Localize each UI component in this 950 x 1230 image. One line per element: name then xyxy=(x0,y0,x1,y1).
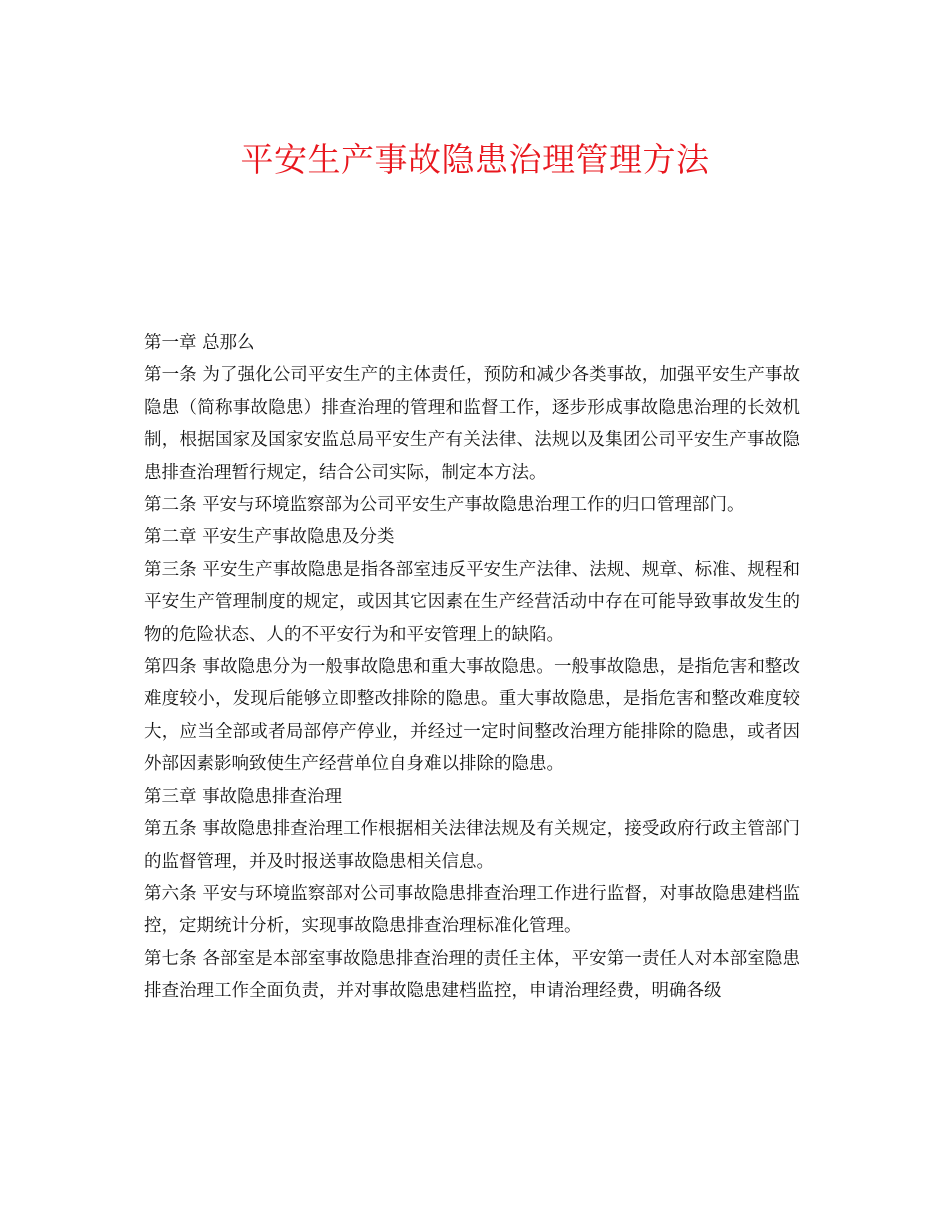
article-paragraph: 第三条 平安生产事故隐患是指各部室违反平安生产法律、法规、规章、标准、规程和平安生产管理制度的规定，或因其它因素在生产经营活动中存在可能导致事故发生的物的危险状态、人的不平安行为和平安管理上的缺陷。 xyxy=(144,559,800,645)
chapter-heading: 第三章 事故隐患排查治理 xyxy=(144,786,343,807)
document-body xyxy=(144,327,800,1008)
article-paragraph: 第一条 为了强化公司平安生产的主体责任，预防和减少各类事故，加强平安生产事故隐患（简称事故隐患）排查治理的管理和监督工作，逐步形成事故隐患治理的长效机制，根据国家及国家安监总局平安生产有关法律、法规以及集团公司平安生产事故隐患排查治理暂行规定，结合公司实际，制定本方法。 xyxy=(144,365,800,483)
document-title: 平安生产事故隐患治理管理方法 xyxy=(240,140,710,179)
article-paragraph: 第四条 事故隐患分为一般事故隐患和重大事故隐患。一般事故隐患，是指危害和整改难度较小，发现后能够立即整改排除的隐患。重大事故隐患，是指危害和整改难度较大，应当全部或者局部停产停业，并经过一定时间整改治理方能排除的隐患，或者因外部因素影响致使生产经营单位自身难以排除的隐患。 xyxy=(144,657,800,775)
article-paragraph: 第六条 平安与环境监察部对公司事故隐患排查治理工作进行监督，对事故隐患建档监控，定期统计分析，实现事故隐患排查治理标准化管理。 xyxy=(144,883,800,937)
article-paragraph: 第五条 事故隐患排查治理工作根据相关法律法规及有关规定，接受政府行政主管部门的监督管理，并及时报送事故隐患相关信息。 xyxy=(144,819,800,872)
chapter-heading: 第二章 平安生产事故隐患及分类 xyxy=(144,527,395,548)
article-paragraph: 第七条 各部室是本部室事故隐患排查治理的责任主体，平安第一责任人对本部室隐患排查治理工作全面负责，并对事故隐患建档监控，申请治理经费，明确各级 xyxy=(144,948,800,1002)
article-paragraph: 第二条 平安与环境监察部为公司平安生产事故隐患治理工作的归口管理部门。 xyxy=(144,495,745,516)
chapter-heading: 第一章 总那么 xyxy=(144,333,255,353)
